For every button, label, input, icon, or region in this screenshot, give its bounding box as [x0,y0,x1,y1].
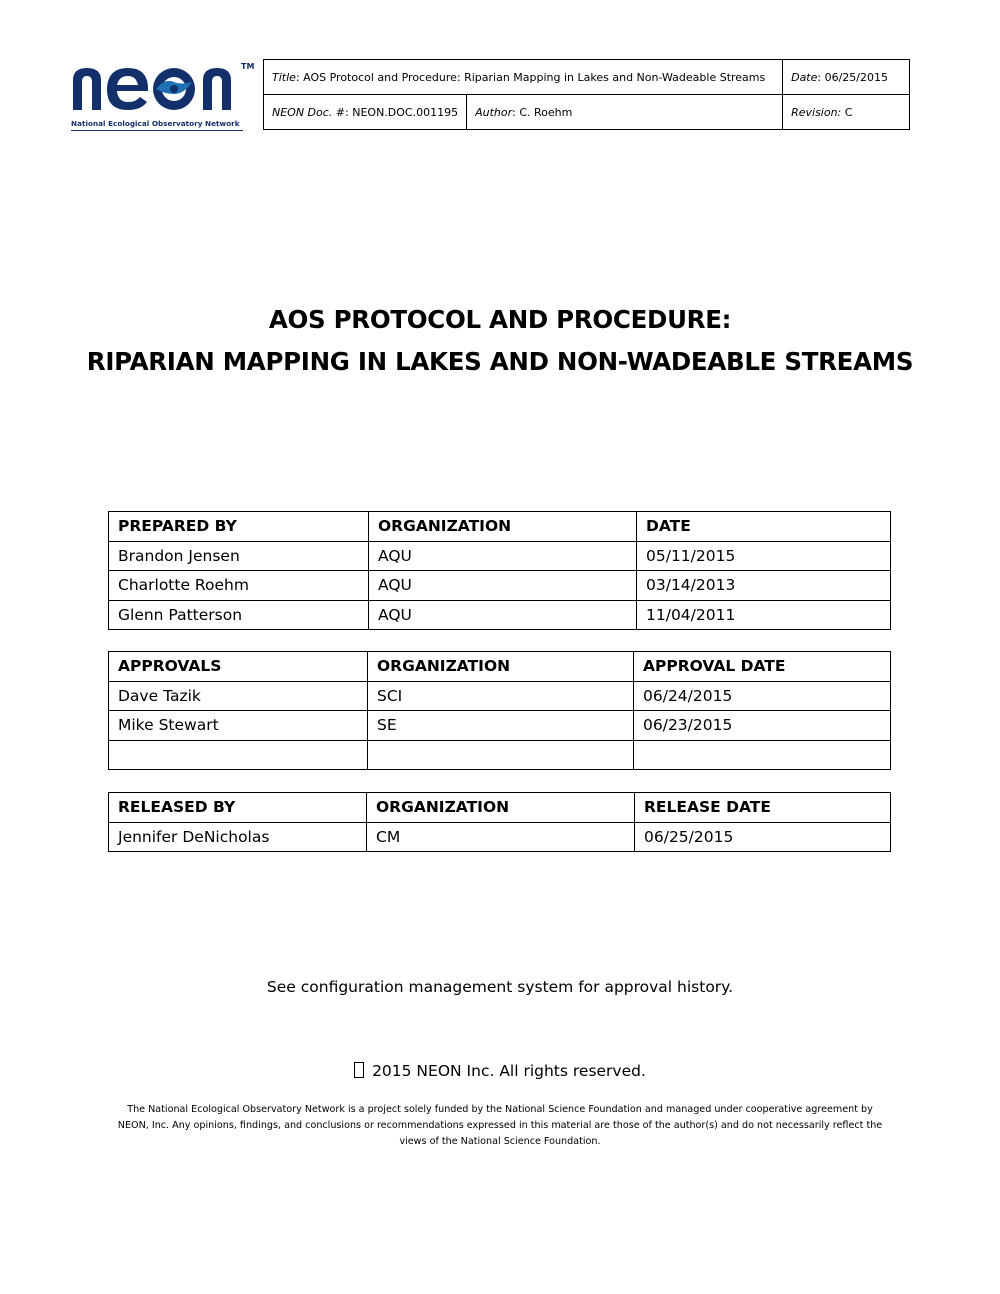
title-label: Title [272,70,296,84]
author-value: : C. Roehm [512,105,573,119]
column-header: RELEASED BY [109,793,367,823]
preparer-org: AQU [369,571,637,601]
preparer-date: 03/14/2013 [637,571,891,601]
table-row [109,571,891,601]
document-title-line-2: RIPARIAN MAPPING IN LAKES AND NON-WADEABLE STREAMS [86,347,914,376]
approval-date [634,740,891,770]
releaser-name: Jennifer DeNicholas [109,822,367,852]
table-row [109,681,891,711]
title-value: : AOS Protocol and Procedure: Riparian Mapping in Lakes and Non-Wadeable Streams [295,70,766,84]
column-header: RELEASE DATE [635,793,891,823]
approval-date: 06/24/2015 [634,681,891,711]
table-header-row [109,793,891,823]
document-title-line-1: AOS PROTOCOL AND PROCEDURE: [268,305,732,334]
approvals-table [108,651,891,770]
approver-org: SCI [368,681,634,711]
table-row-empty [109,740,891,770]
preparer-date: 11/04/2011 [637,600,891,630]
column-header: ORGANIZATION [368,652,634,682]
column-header: APPROVALS [109,652,368,682]
header-doc-cell [264,95,467,130]
preparer-date: 05/11/2015 [637,541,891,571]
document-header-table [263,59,910,130]
releaser-org: CM [367,822,635,852]
date-value: : 06/25/2015 [817,70,888,84]
approval-history-note: See configuration management system for approval history. [266,978,734,996]
author-label: Author [475,105,513,119]
doc-value: : NEON.DOC.001195 [345,105,459,119]
header-row-2 [264,95,910,130]
revision-label: Revision: [791,105,842,119]
approver-org: SE [368,711,634,741]
column-header: DATE [637,512,891,542]
approval-date: 06/23/2015 [634,711,891,741]
preparer-org: AQU [369,541,637,571]
column-header: ORGANIZATION [367,793,635,823]
released-by-table [108,792,891,852]
preparer-name: Brandon Jensen [109,541,369,571]
approver-name: Dave Tazik [109,681,368,711]
header-row-1 [264,60,910,95]
table-row [109,711,891,741]
prepared-by-table [108,511,891,630]
column-header: PREPARED BY [109,512,369,542]
table-header-row [109,512,891,542]
header-revision-cell [783,95,910,130]
copyright-line [0,1062,1000,1080]
column-header: ORGANIZATION [369,512,637,542]
copyright-text: 2015 NEON Inc. All rights reserved. [372,1062,646,1080]
trademark-mark: TM [241,62,255,71]
approver-name: Mike Stewart [109,711,368,741]
doc-label: NEON Doc. # [272,105,346,119]
preparer-name: Glenn Patterson [109,600,369,630]
preparer-name: Charlotte Roehm [109,571,369,601]
table-row [109,600,891,630]
neon-wordmark-icon [70,60,255,120]
header-author-cell [467,95,783,130]
preparer-org: AQU [369,600,637,630]
column-header: APPROVAL DATE [634,652,891,682]
header-title-cell [264,60,783,95]
table-row [109,541,891,571]
logo-tagline: National Ecological Observatory Network [71,119,243,131]
copyright-glyph-icon [354,1062,364,1078]
funding-disclaimer: The National Ecological Observatory Network is a project solely funded by the National Science Foundation and managed under cooperative agreement by NEON, Inc. Any opinions, findings, and conclusions or recommendations expressed in this material are those of the author(s) and do not necessarily reflect the views of the National Science Foundation. [117,1104,883,1147]
revision-value: C [841,105,853,119]
table-header-row [109,652,891,682]
neon-logo [70,60,255,132]
table-row [109,822,891,852]
date-label: Date [791,70,818,84]
approver-name [109,740,368,770]
approver-org [368,740,634,770]
header-date-cell [783,60,910,95]
release-date: 06/25/2015 [635,822,891,852]
